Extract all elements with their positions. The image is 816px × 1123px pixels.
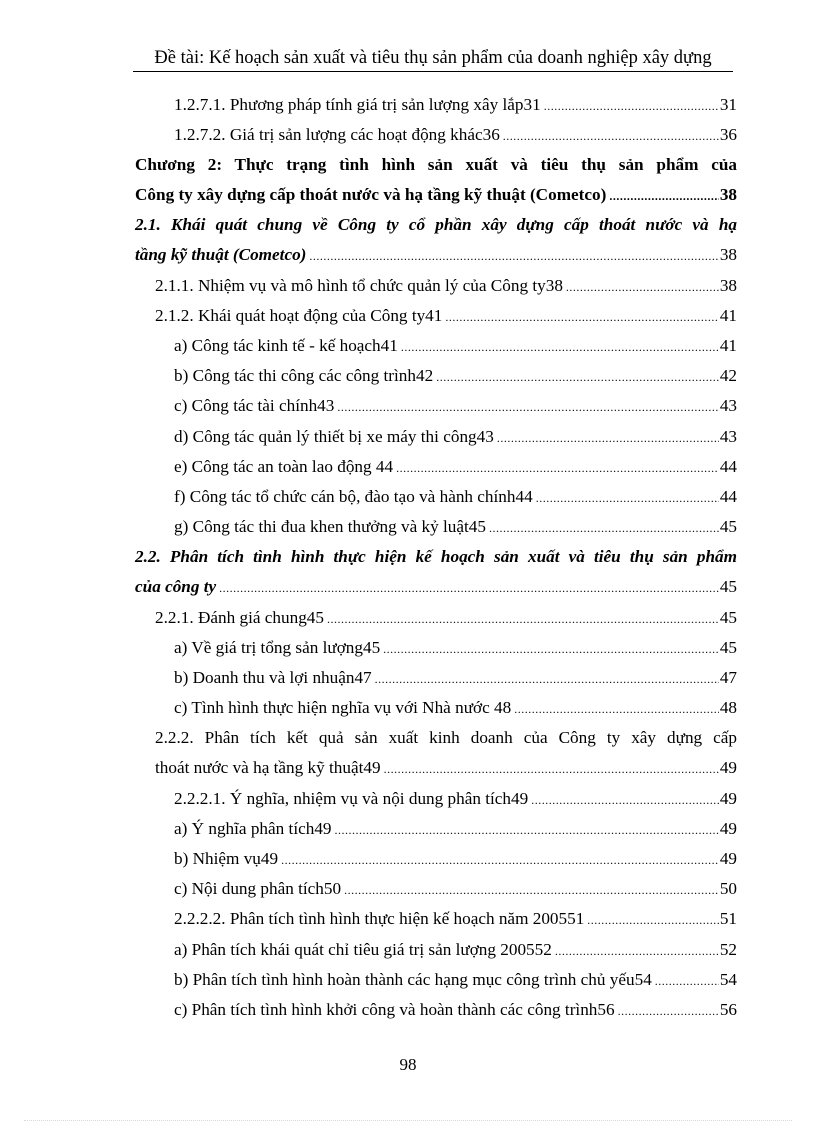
- dot-leader: [436, 367, 719, 387]
- toc-entry[interactable]: [174, 95, 737, 117]
- dot-leader: [536, 488, 719, 508]
- dot-leader: [337, 397, 718, 417]
- toc-entry-page: 45: [719, 638, 737, 657]
- toc-entry[interactable]: [174, 909, 737, 931]
- toc-entry-page: 45: [719, 577, 737, 596]
- toc-entry-title: e) Công tác an toàn lao động 44: [174, 457, 394, 476]
- dot-leader: [618, 1001, 719, 1021]
- toc-entry-title: c) Nội dung phân tích50: [174, 879, 342, 898]
- toc-entry-title-line[interactable]: 2.1. Khái quát chung về Công ty cổ phần xây dựng cấp thoát nước và hạ: [135, 215, 737, 234]
- toc-entry-title: 2.2.1. Đánh giá chung45: [155, 608, 324, 627]
- toc-entry-page: 56: [719, 1000, 737, 1019]
- dot-leader: [327, 609, 719, 629]
- toc-entry-title: b) Nhiệm vụ49: [174, 849, 279, 868]
- dot-leader: [514, 699, 719, 719]
- toc-entry-title: thoát nước và hạ tầng kỹ thuật49: [155, 758, 381, 777]
- toc-entry-title: b) Phân tích tình hình hoàn thành các hạng mục công trình chủ yếu54: [174, 970, 652, 989]
- toc-entry[interactable]: [174, 427, 737, 449]
- toc-entry[interactable]: [174, 457, 737, 479]
- toc-entry[interactable]: [174, 336, 737, 358]
- dot-leader: [335, 820, 719, 840]
- document-header: Đề tài: Kế hoạch sản xuất và tiêu thụ sản phẩm của doanh nghiệp xây dựng: [133, 48, 733, 72]
- toc-entry[interactable]: [174, 668, 737, 690]
- toc-entry[interactable]: [174, 698, 737, 720]
- dot-leader: [401, 337, 719, 357]
- dot-leader: [384, 759, 719, 779]
- toc-entry-page: 51: [719, 909, 737, 928]
- toc-entry-title-line[interactable]: Chương 2: Thực trạng tình hình sản xuất và tiêu thụ sản phẩm của: [135, 155, 737, 174]
- toc-entry-title: tầng kỹ thuật (Cometco): [135, 245, 307, 264]
- dot-leader: [344, 880, 719, 900]
- toc-entry-page: 52: [719, 940, 737, 959]
- toc-entry-title: a) Công tác kinh tế - kế hoạch41: [174, 336, 398, 355]
- dot-leader: [555, 941, 719, 961]
- dot-leader: [383, 639, 719, 659]
- toc-entry-page: 38: [719, 276, 737, 295]
- toc-entry-page: 45: [719, 517, 737, 536]
- dot-leader: [375, 669, 719, 689]
- toc-entry[interactable]: [174, 517, 737, 539]
- toc-entry-title: c) Tình hình thực hiện nghĩa vụ với Nhà nước 48: [174, 698, 512, 717]
- toc-entry-title: f) Công tác tổ chức cán bộ, đào tạo và hành chính44: [174, 487, 533, 506]
- toc-entry-title: a) Ý nghĩa phân tích49: [174, 819, 332, 838]
- toc-entry-title: 2.2.2.1. Ý nghĩa, nhiệm vụ và nội dung phân tích49: [174, 789, 529, 808]
- dot-leader: [445, 307, 718, 327]
- toc-entry[interactable]: [174, 638, 737, 660]
- toc-entry[interactable]: [174, 849, 737, 871]
- toc-entry-title: g) Công tác thi đua khen thưởng và kỷ luật45: [174, 517, 486, 536]
- toc-entry-page: 50: [719, 879, 737, 898]
- toc-entry[interactable]: [174, 970, 737, 992]
- toc-entry[interactable]: [155, 758, 737, 780]
- toc-entry-title: c) Công tác tài chính43: [174, 396, 335, 415]
- toc-entry-page: 49: [719, 849, 737, 868]
- toc-entry-title: a) Về giá trị tổng sản lượng45: [174, 638, 381, 657]
- toc-entry-page: 49: [719, 789, 737, 808]
- toc-entry-page: 47: [719, 668, 737, 687]
- toc-entry-page: 43: [719, 427, 737, 446]
- toc-entry-page: 49: [719, 819, 737, 838]
- page-bottom-divider: [24, 1120, 792, 1121]
- dot-leader: [544, 96, 719, 116]
- dot-leader: [309, 246, 718, 266]
- toc-entry-title: 2.2.2.2. Phân tích tình hình thực hiện kế hoạch năm 200551: [174, 909, 585, 928]
- toc-entry-page: 43: [719, 396, 737, 415]
- toc-entry-page: 44: [719, 487, 737, 506]
- toc-section-entry[interactable]: [135, 577, 737, 599]
- toc-entry-title: 1.2.7.2. Giá trị sản lượng các hoạt động khác36: [174, 125, 500, 144]
- toc-entry-title: 2.1.1. Nhiệm vụ và mô hình tổ chức quản lý của Công ty38: [155, 276, 563, 295]
- toc-entry[interactable]: [155, 306, 737, 328]
- toc-entry-page: 38: [719, 185, 737, 204]
- toc-entry[interactable]: [174, 789, 737, 811]
- toc-entry-page: 41: [719, 306, 737, 325]
- toc-entry-title: của công ty: [135, 577, 217, 596]
- toc-entry-page: 36: [719, 125, 737, 144]
- toc-entry-page: 41: [719, 336, 737, 355]
- toc-chapter-entry[interactable]: [135, 185, 737, 207]
- toc-entry[interactable]: [174, 487, 737, 509]
- dot-leader: [531, 790, 719, 810]
- toc-entry-title: b) Công tác thi công các công trình42: [174, 366, 434, 385]
- toc-entry-page: 31: [719, 95, 737, 114]
- dot-leader: [587, 910, 719, 930]
- dot-leader: [609, 186, 719, 206]
- toc-entry[interactable]: [174, 940, 737, 962]
- toc-entry[interactable]: [174, 366, 737, 388]
- toc-entry[interactable]: [174, 396, 737, 418]
- toc-entry-page: 44: [719, 457, 737, 476]
- toc-entry-title: c) Phân tích tình hình khởi công và hoàn thành các công trình56: [174, 1000, 615, 1019]
- toc-entry-page: 38: [719, 245, 737, 264]
- toc-entry-title: 1.2.7.1. Phương pháp tính giá trị sản lượng xây lắp31: [174, 95, 541, 114]
- dot-leader: [566, 277, 719, 297]
- toc-entry-page: 49: [719, 758, 737, 777]
- toc-entry-title: b) Doanh thu và lợi nhuận47: [174, 668, 372, 687]
- toc-entry-page: 45: [719, 608, 737, 627]
- toc-entry[interactable]: [174, 819, 737, 841]
- dot-leader: [396, 458, 719, 478]
- toc-entry-page: 42: [719, 366, 737, 385]
- toc-entry-title: d) Công tác quản lý thiết bị xe máy thi công43: [174, 427, 494, 446]
- toc-entry-title: Công ty xây dựng cấp thoát nước và hạ tầng kỹ thuật (Cometco): [135, 185, 607, 204]
- dot-leader: [497, 428, 719, 448]
- toc-entry-page: 54: [719, 970, 737, 989]
- dot-leader: [655, 971, 719, 991]
- toc-entry-title-line[interactable]: 2.2. Phân tích tình hình thực hiện kế hoạch sản xuất và tiêu thụ sản phẩm: [135, 547, 737, 566]
- toc-entry[interactable]: [155, 608, 737, 630]
- dot-leader: [281, 850, 719, 870]
- dot-leader: [219, 578, 719, 598]
- toc-entry-page: 48: [719, 698, 737, 717]
- dot-leader: [489, 518, 719, 538]
- page-number: 98: [399, 1055, 417, 1074]
- toc-section-entry[interactable]: [135, 245, 737, 267]
- dot-leader: [503, 126, 719, 146]
- toc-entry[interactable]: [174, 1000, 737, 1022]
- toc-entry[interactable]: [174, 879, 737, 901]
- toc-entry-title: a) Phân tích khái quát chỉ tiêu giá trị sản lượng 200552: [174, 940, 552, 959]
- toc-entry[interactable]: [155, 276, 737, 298]
- toc-entry[interactable]: [174, 125, 737, 147]
- toc-entry-title: 2.1.2. Khái quát hoạt động của Công ty41: [155, 306, 443, 325]
- toc-entry-title-line[interactable]: 2.2.2. Phân tích kết quả sản xuất kinh doanh của Công ty xây dựng cấp: [155, 728, 737, 747]
